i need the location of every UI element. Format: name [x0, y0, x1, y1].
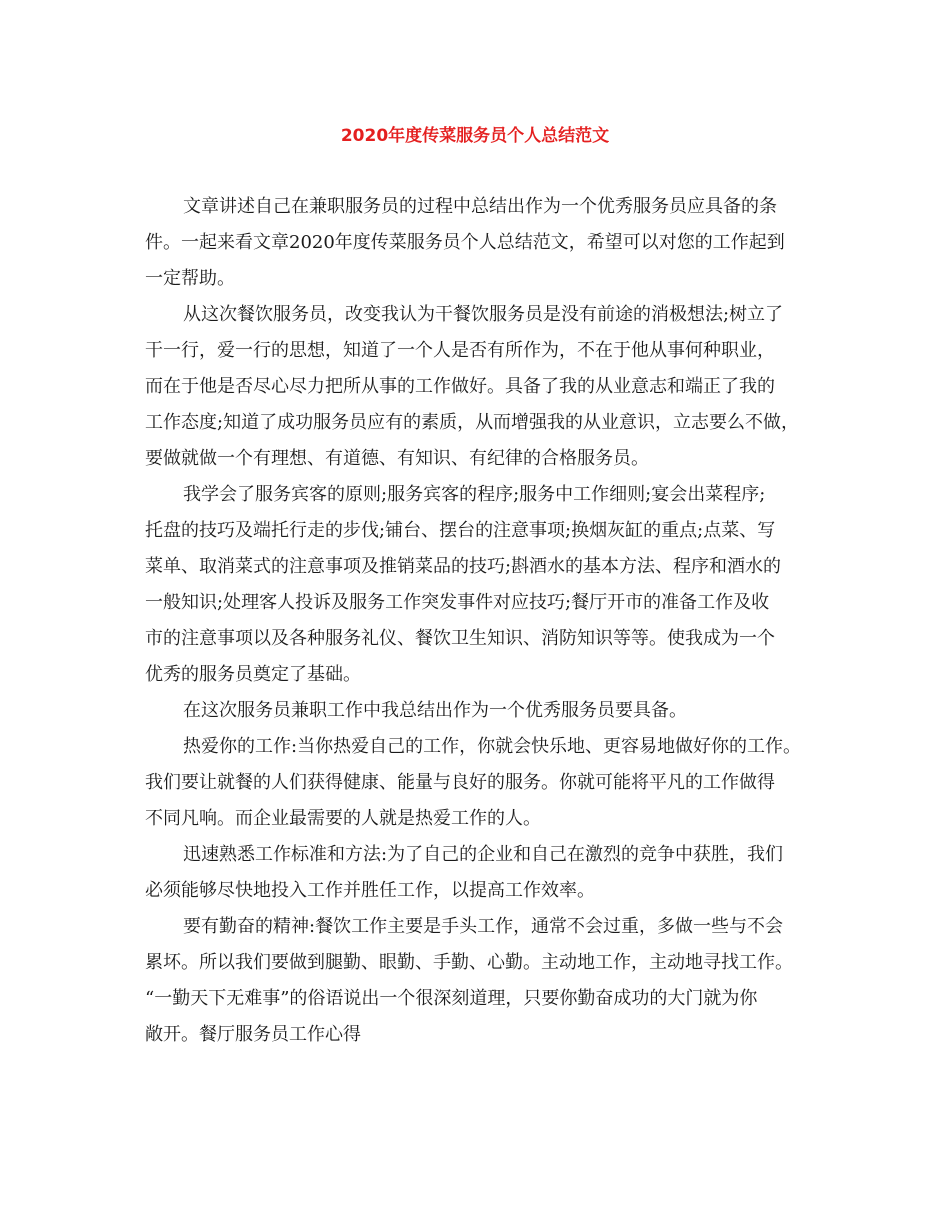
body-line: 迅速熟悉工作标准和方法:为了自己的企业和自己在激烈的竞争中获胜，我们 [183, 844, 784, 865]
body-line: 而在于他是否尽心尽力把所从事的工作做好。具备了我的从业意志和端正了我的 [145, 376, 775, 397]
body-line: 工作态度;知道了成功服务员应有的素质，从而增强我的从业意识，立志要么不做， [145, 412, 800, 433]
body-line: 热爱你的工作:当你热爱自己的工作，你就会快乐地、更容易地做好你的工作。 [183, 736, 802, 757]
body-line: 件。一起来看文章2020年度传菜服务员个人总结范文，希望可以对您的工作起到 [145, 232, 785, 253]
body-line: 优秀的服务员奠定了基础。 [145, 664, 361, 685]
body-line: 一般知识;处理客人投诉及服务工作突发事件对应技巧;餐厅开市的准备工作及收 [145, 592, 770, 613]
body-line: 敞开。餐厅服务员工作心得 [145, 1024, 361, 1045]
document-title: 2020年度传菜服务员个人总结范文 [340, 126, 610, 146]
body-line: 在这次服务员兼职工作中我总结出作为一个优秀服务员要具备。 [183, 700, 687, 721]
body-line: 要做就做一个有理想、有道德、有知识、有纪律的合格服务员。 [145, 448, 649, 469]
body-line: 文章讲述自己在兼职服务员的过程中总结出作为一个优秀服务员应具备的条 [183, 196, 777, 217]
body-line: “一勤天下无难事”的俗语说出一个很深刻道理，只要你勤奋成功的大门就为你 [145, 988, 758, 1009]
body-line: 一定帮助。 [145, 268, 235, 289]
body-line: 不同凡响。而企业最需要的人就是热爱工作的人。 [145, 808, 541, 829]
body-line: 托盘的技巧及端托行走的步伐;铺台、摆台的注意事项;换烟灰缸的重点;点菜、写 [145, 520, 776, 541]
body-line: 菜单、取消菜式的注意事项及推销菜品的技巧;斟酒水的基本方法、程序和酒水的 [145, 556, 782, 577]
body-line: 从这次餐饮服务员，改变我认为干餐饮服务员是没有前途的消极想法;树立了 [183, 304, 784, 325]
body-line: 我们要让就餐的人们获得健康、能量与良好的服务。你就可能将平凡的工作做得 [145, 772, 775, 793]
body-line: 我学会了服务宾客的原则;服务宾客的程序;服务中工作细则;宴会出菜程序; [183, 484, 766, 505]
body-line: 累坏。所以我们要做到腿勤、眼勤、手勤、心勤。主动地工作，主动地寻找工作。 [145, 952, 793, 973]
body-line: 市的注意事项以及各种服务礼仪、餐饮卫生知识、消防知识等等。使我成为一个 [145, 628, 775, 649]
body-line: 必须能够尽快地投入工作并胜任工作，以提高工作效率。 [145, 880, 595, 901]
body-line: 干一行，爱一行的思想，知道了一个人是否有所作为，不在于他从事何种职业， [145, 340, 775, 361]
body-line: 要有勤奋的精神:餐饮工作主要是手头工作，通常不会过重，多做一些与不会 [183, 916, 784, 937]
